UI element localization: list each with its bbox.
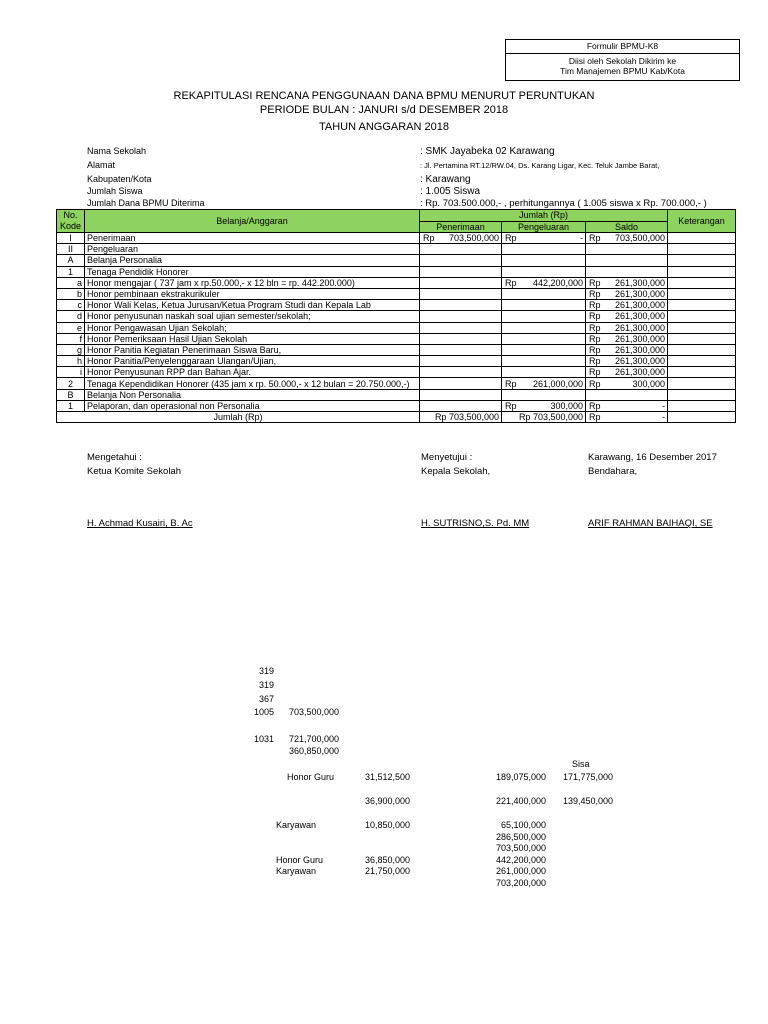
row-kode: c	[57, 300, 85, 311]
table-row	[57, 367, 736, 378]
row-pengeluaran	[502, 389, 586, 400]
calc-value: 703,500,000	[495, 843, 546, 853]
info-value-school: : SMK Jayabeka 02 Karawang	[420, 146, 555, 157]
row-saldo	[586, 378, 668, 389]
form-code-box	[505, 39, 740, 81]
calc-sisa-label: Sisa	[572, 759, 590, 769]
calc-value: 171,775,000	[562, 772, 613, 782]
row-pengeluaran-currency: Rp	[505, 400, 517, 411]
calc-num: 319	[258, 680, 274, 690]
row-description: Honor pembinaan ekstrakurikuler	[85, 288, 420, 299]
row-keterangan	[668, 244, 736, 255]
row-saldo	[586, 277, 668, 288]
header-pengeluaran: Pengeluaran	[502, 221, 586, 233]
calc-value: 189,075,000	[495, 772, 546, 782]
form-note-line2: Tim Manajemen BPMU Kab/Kota	[560, 66, 685, 76]
row-saldo	[586, 400, 668, 411]
row-saldo	[586, 233, 668, 244]
row-keterangan	[668, 277, 736, 288]
row-keterangan	[668, 378, 736, 389]
total-pengeluaran: Rp 703,500,000	[502, 412, 586, 423]
calc-num: 721,700,000	[289, 734, 340, 744]
row-pengeluaran	[502, 367, 586, 378]
header-belanja: Belanja/Anggaran	[85, 210, 420, 233]
calc-value: 286,500,000	[495, 832, 546, 842]
sig-right-line1: Karawang, 16 Desember 2017	[588, 452, 717, 463]
row-kode: b	[57, 288, 85, 299]
row-penerimaan	[420, 367, 502, 378]
header-no-kode	[57, 210, 85, 233]
form-code: Formulir BPMU-K8	[506, 40, 739, 54]
row-keterangan	[668, 288, 736, 299]
row-penerimaan	[420, 322, 502, 333]
table-row	[57, 344, 736, 355]
header-jumlah: Jumlah (Rp)	[420, 210, 668, 222]
row-keterangan	[668, 255, 736, 266]
table-row	[57, 356, 736, 367]
row-saldo-value: 261,300,000	[614, 344, 665, 355]
total-saldo-value: -	[662, 412, 665, 423]
row-kode: A	[57, 255, 85, 266]
row-description: Honor Penyusunan RPP dan Bahan Ajar.	[85, 367, 420, 378]
row-pengeluaran-currency: Rp	[505, 233, 517, 244]
info-label-students: Jumlah Siswa	[87, 186, 143, 196]
calc-num: 360,850,000	[289, 746, 340, 756]
row-description: Tenaga Pendidik Honorer	[85, 266, 420, 277]
row-penerimaan-value: 703,500,000	[448, 233, 499, 244]
row-kode: e	[57, 322, 85, 333]
form-note	[506, 54, 739, 80]
row-description: Honor Panitia/Penyelenggaraan Ulangan/Ujian,	[85, 356, 420, 367]
calc-num: 1005	[253, 707, 274, 717]
header-kode: Kode	[59, 221, 82, 231]
table-body	[57, 233, 736, 412]
doc-period: PERIODE BULAN : JANURI s/d DESEMBER 2018	[259, 104, 509, 116]
row-saldo-currency: Rp	[589, 378, 601, 389]
row-saldo	[586, 266, 668, 277]
row-description: Penerimaan	[85, 233, 420, 244]
row-penerimaan	[420, 333, 502, 344]
row-saldo-value: 261,300,000	[614, 277, 665, 288]
info-value-address: : Jl. Pertamina RT.12/RW.04, Ds. Karang Ligar, Kec. Teluk Jambe Barat,	[420, 161, 660, 170]
row-description: Pelaporan, dan operasional non Personalia	[85, 400, 420, 411]
calc-label: Karyawan	[276, 866, 317, 876]
total-label: Jumlah (Rp)	[57, 412, 420, 423]
row-kode: a	[57, 277, 85, 288]
row-description: Belanja Personalia	[85, 255, 420, 266]
calc-num: 319	[258, 666, 274, 676]
table-row	[57, 255, 736, 266]
row-pengeluaran-value: -	[580, 233, 583, 244]
calc-value: 10,850,000	[364, 820, 410, 830]
row-keterangan	[668, 389, 736, 400]
row-saldo	[586, 311, 668, 322]
total-penerimaan: Rp 703,500,000	[420, 412, 502, 423]
calc-num: 1031	[253, 734, 274, 744]
header-saldo: Saldo	[586, 221, 668, 233]
row-kode: d	[57, 311, 85, 322]
row-pengeluaran	[502, 277, 586, 288]
row-kode: 1	[57, 400, 85, 411]
calc-value: 139,450,000	[562, 796, 613, 806]
row-penerimaan	[420, 266, 502, 277]
row-saldo-currency: Rp	[589, 300, 601, 311]
calc-num: 703,500,000	[289, 707, 340, 717]
row-saldo	[586, 288, 668, 299]
row-saldo-currency: Rp	[589, 289, 601, 300]
row-saldo-value: 261,300,000	[614, 289, 665, 300]
row-keterangan	[668, 356, 736, 367]
header-penerimaan: Penerimaan	[420, 221, 502, 233]
row-pengeluaran	[502, 233, 586, 244]
calc-value: 21,750,000	[364, 866, 410, 876]
row-description: Honor Wali Kelas, Ketua Jurusan/Ketua Program Studi dan Kepala Lab	[85, 300, 420, 311]
row-description: Honor mengajar ( 737 jam x rp.50.000,- x 12 bln = rp. 442.200.000)	[85, 277, 420, 288]
row-penerimaan	[420, 400, 502, 411]
row-kode: f	[57, 333, 85, 344]
row-kode: I	[57, 233, 85, 244]
table-row	[57, 378, 736, 389]
row-saldo-currency: Rp	[589, 356, 601, 367]
row-pengeluaran	[502, 244, 586, 255]
row-penerimaan	[420, 300, 502, 311]
row-description: Tenaga Kependidikan Honorer (435 jam x rp. 50.000,- x 12 bulan = 20.750.000,-)	[85, 378, 420, 389]
row-saldo	[586, 367, 668, 378]
row-penerimaan	[420, 378, 502, 389]
sig-center-name: H. SUTRISNO,S. Pd. MM	[421, 518, 530, 529]
sig-center-line2: Kepala Sekolah,	[421, 466, 491, 477]
row-keterangan	[668, 400, 736, 411]
header-keterangan: Keterangan	[668, 210, 736, 233]
row-description: Honor Panitia Kegiatan Penerimaan Siswa Baru,	[85, 344, 420, 355]
row-description: Honor Pengawasan Ujian Sekolah;	[85, 322, 420, 333]
table-row	[57, 277, 736, 288]
row-kode: 1	[57, 266, 85, 277]
table-row	[57, 300, 736, 311]
info-label-school: Nama Sekolah	[87, 146, 147, 156]
row-pengeluaran	[502, 255, 586, 266]
row-keterangan	[668, 266, 736, 277]
row-saldo	[586, 389, 668, 400]
row-pengeluaran-currency: Rp	[505, 378, 517, 389]
table-row	[57, 389, 736, 400]
row-saldo-currency: Rp	[589, 400, 601, 411]
row-saldo-value: 703,500,000	[614, 233, 665, 244]
row-pengeluaran	[502, 356, 586, 367]
row-penerimaan	[420, 311, 502, 322]
info-label-address: Alamat	[87, 160, 116, 170]
header-no: No.	[63, 210, 78, 220]
row-kode: 2	[57, 378, 85, 389]
table-row	[57, 288, 736, 299]
row-pengeluaran-value: 442,200,000	[532, 277, 583, 288]
calc-value: 442,200,000	[495, 855, 546, 865]
calc-value: 31,512,500	[364, 772, 410, 782]
row-saldo-value: -	[662, 400, 665, 411]
row-saldo-value: 300,000	[632, 378, 665, 389]
calc-label: Honor Guru	[276, 855, 324, 865]
row-penerimaan-currency: Rp	[423, 233, 435, 244]
row-saldo-currency: Rp	[589, 333, 601, 344]
row-saldo	[586, 322, 668, 333]
row-kode: g	[57, 344, 85, 355]
row-pengeluaran	[502, 378, 586, 389]
row-penerimaan	[420, 356, 502, 367]
info-label-funds: Jumlah Dana BPMU Diterima	[87, 198, 205, 208]
row-saldo-value: 261,300,000	[614, 367, 665, 378]
table-row	[57, 266, 736, 277]
row-description: Belanja Non Personalia	[85, 389, 420, 400]
row-pengeluaran	[502, 288, 586, 299]
row-saldo	[586, 356, 668, 367]
row-saldo	[586, 244, 668, 255]
row-saldo-value: 261,300,000	[614, 300, 665, 311]
row-saldo-value: 261,300,000	[614, 356, 665, 367]
row-description: Honor Pemeriksaan Hasil Ujian Sekolah	[85, 333, 420, 344]
info-value-city: : Karawang	[420, 174, 471, 185]
sig-right-name: ARIF RAHMAN BAIHAQI, SE	[588, 518, 713, 529]
calc-value: 221,400,000	[495, 796, 546, 806]
row-saldo	[586, 255, 668, 266]
doc-title: REKAPITULASI RENCANA PENGGUNAAN DANA BPMU MENURUT PERUNTUKAN	[173, 90, 595, 102]
table-row	[57, 244, 736, 255]
table-row	[57, 311, 736, 322]
calc-value: 261,000,000	[495, 866, 546, 876]
table-row	[57, 322, 736, 333]
row-saldo-value: 261,300,000	[614, 322, 665, 333]
calc-value: 36,850,000	[364, 855, 410, 865]
row-saldo-currency: Rp	[589, 311, 601, 322]
row-saldo	[586, 344, 668, 355]
row-pengeluaran	[502, 400, 586, 411]
row-pengeluaran	[502, 344, 586, 355]
row-pengeluaran	[502, 322, 586, 333]
table-header-row	[57, 210, 736, 222]
row-pengeluaran-value: 261,000,000	[532, 378, 583, 389]
table-total-row	[57, 412, 736, 423]
row-keterangan	[668, 344, 736, 355]
row-pengeluaran	[502, 266, 586, 277]
sig-left-name: H. Achmad Kusairi, B. Ac	[87, 518, 193, 529]
row-kode: B	[57, 389, 85, 400]
sig-left-line2: Ketua Komite Sekolah	[87, 466, 182, 477]
row-penerimaan	[420, 344, 502, 355]
form-note-line1: Diisi oleh Sekolah Dikirim ke	[568, 56, 677, 66]
sig-left-line1: Mengetahui :	[87, 452, 142, 463]
row-saldo-currency: Rp	[589, 233, 601, 244]
sig-right-line2: Bendahara,	[588, 466, 638, 477]
row-penerimaan	[420, 255, 502, 266]
row-penerimaan	[420, 233, 502, 244]
row-pengeluaran-value: 300,000	[550, 400, 583, 411]
table-row	[57, 400, 736, 411]
info-label-city: Kabupaten/Kota	[87, 174, 152, 184]
row-kode: i	[57, 367, 85, 378]
calc-value: 36,900,000	[364, 796, 410, 806]
row-pengeluaran	[502, 300, 586, 311]
row-saldo-currency: Rp	[589, 344, 601, 355]
row-saldo-currency: Rp	[589, 277, 601, 288]
row-penerimaan	[420, 244, 502, 255]
row-keterangan	[668, 322, 736, 333]
total-saldo	[586, 412, 668, 423]
row-penerimaan	[420, 288, 502, 299]
table-row	[57, 333, 736, 344]
total-keterangan	[668, 412, 736, 423]
row-keterangan	[668, 300, 736, 311]
row-description: Pengeluaran	[85, 244, 420, 255]
info-value-students: : 1.005 Siswa	[420, 186, 481, 197]
row-keterangan	[668, 367, 736, 378]
calc-label: Honor Guru	[287, 772, 335, 782]
calc-value: 65,100,000	[500, 820, 546, 830]
row-kode: II	[57, 244, 85, 255]
row-pengeluaran	[502, 311, 586, 322]
row-saldo-currency: Rp	[589, 322, 601, 333]
row-description: Honor penyusunan naskah soal ujian semester/sekolah;	[85, 311, 420, 322]
row-kode: h	[57, 356, 85, 367]
total-saldo-currency: Rp	[589, 412, 601, 423]
row-saldo	[586, 333, 668, 344]
row-pengeluaran	[502, 333, 586, 344]
row-keterangan	[668, 333, 736, 344]
row-saldo-currency: Rp	[589, 367, 601, 378]
row-saldo	[586, 300, 668, 311]
calc-num: 367	[258, 694, 274, 704]
sig-center-line1: Menyetujui :	[421, 452, 473, 463]
table-row	[57, 233, 736, 244]
row-pengeluaran-currency: Rp	[505, 277, 517, 288]
row-saldo-value: 261,300,000	[614, 311, 665, 322]
row-saldo-value: 261,300,000	[614, 333, 665, 344]
calc-label: Karyawan	[276, 820, 317, 830]
row-penerimaan	[420, 389, 502, 400]
calc-value: 703,200,000	[495, 878, 546, 888]
info-value-funds: : Rp. 703.500.000,- , perhitungannya ( 1.005 siswa x Rp. 700.000,- )	[420, 198, 707, 209]
doc-fiscal-year: TAHUN ANGGARAN 2018	[318, 121, 449, 133]
row-penerimaan	[420, 277, 502, 288]
row-keterangan	[668, 311, 736, 322]
row-keterangan	[668, 233, 736, 244]
budget-table	[56, 209, 736, 423]
